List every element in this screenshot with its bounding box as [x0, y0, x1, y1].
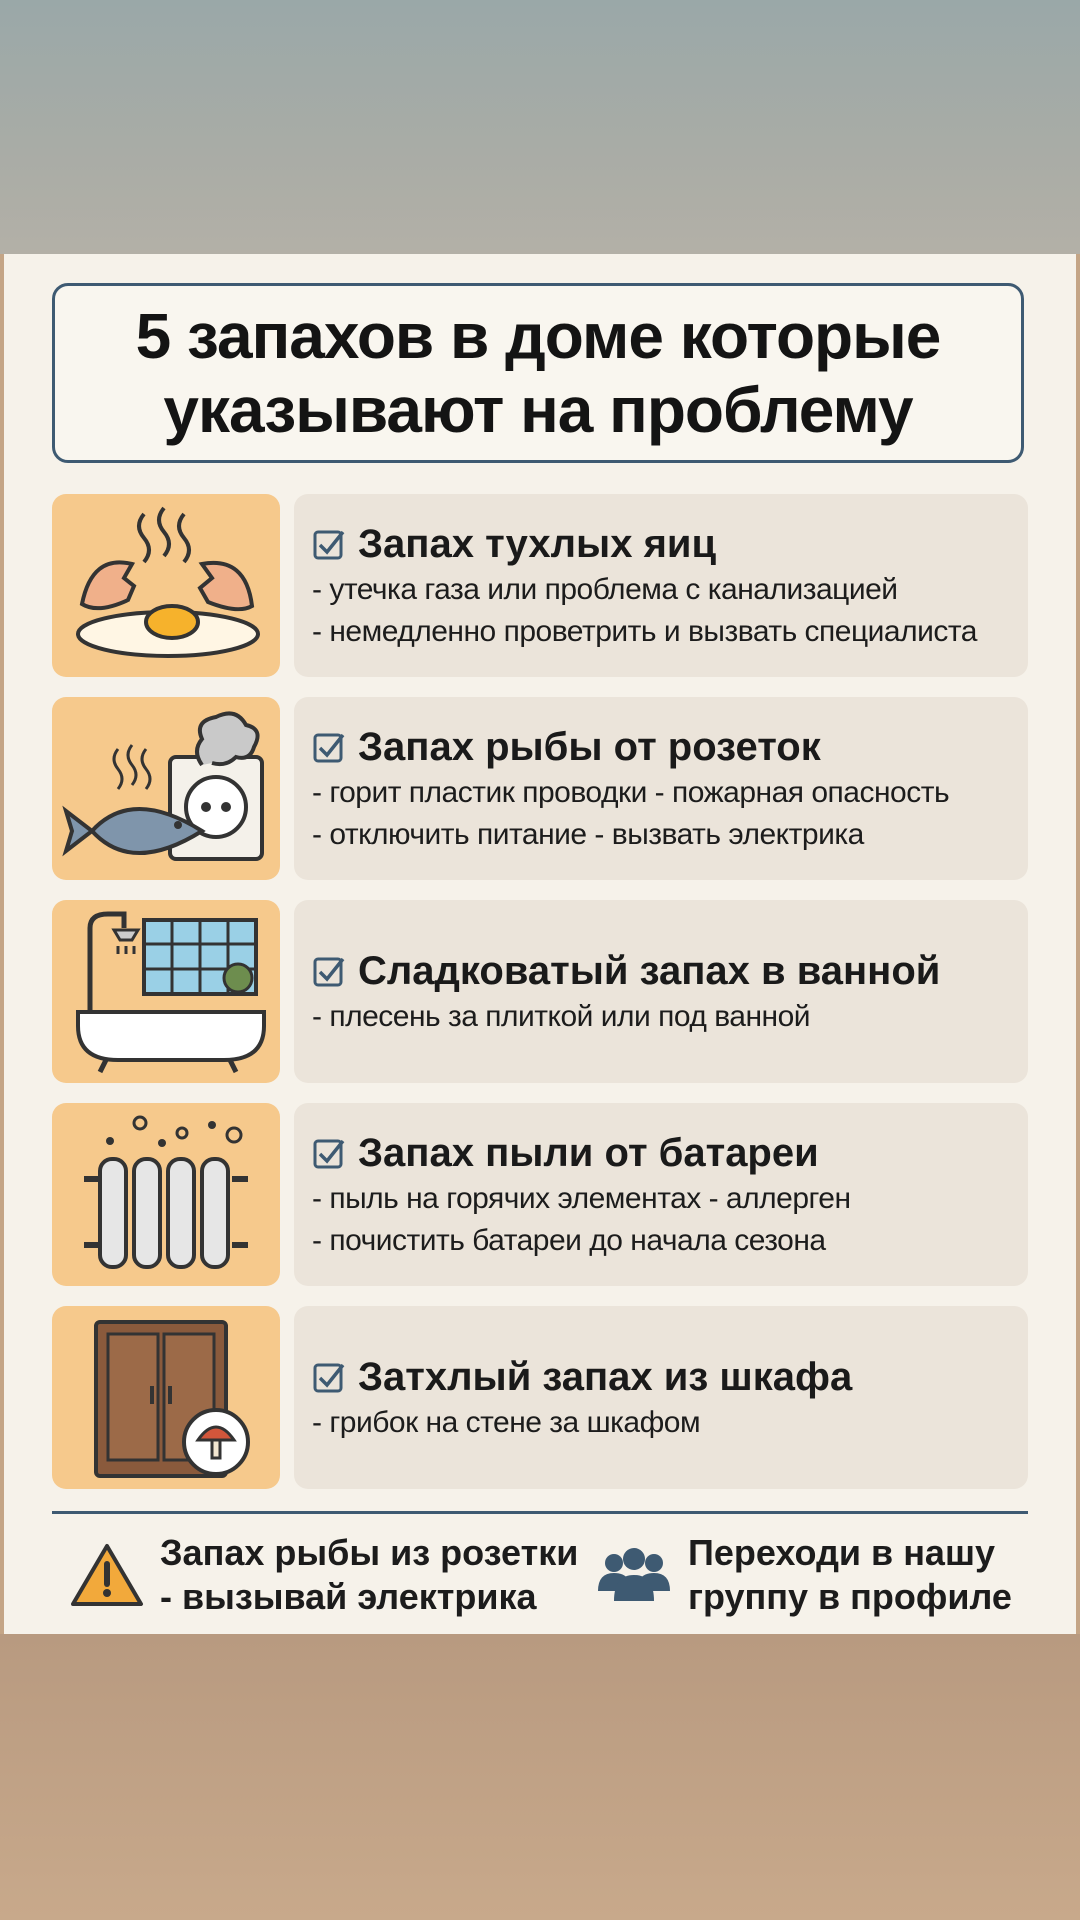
item-2-text — [294, 697, 1028, 880]
egg-icon — [52, 494, 280, 677]
item-1-heading: Запах тухлых яиц — [358, 521, 717, 566]
group-icon — [596, 1545, 672, 1605]
item-1-text — [294, 494, 1028, 677]
title-line-2: указывают на проблему — [163, 374, 913, 446]
item-3-text — [294, 900, 1028, 1083]
checkbox-icon — [312, 527, 346, 561]
item-1-line-1: - утечка газа или проблема с канализацией — [312, 572, 898, 606]
item-2-heading: Запах рыбы от розеток — [358, 724, 821, 769]
item-4-heading-row — [312, 1128, 1028, 1178]
item-5-text — [294, 1306, 1028, 1489]
item-3-heading-row — [312, 946, 1028, 996]
checkbox-icon — [312, 954, 346, 988]
item-5-heading-row — [312, 1352, 1028, 1402]
item-1-heading-row — [312, 519, 1028, 569]
item-2-heading-row — [312, 722, 1028, 772]
item-2-line-2: - отключить питание - вызвать электрика — [312, 817, 864, 851]
item-3-line-1: - плесень за плиткой или под ванной — [312, 999, 811, 1033]
item-4-text — [294, 1103, 1028, 1286]
item-2-line-1: - горит пластик проводки - пожарная опасность — [312, 775, 950, 809]
footer-divider — [52, 1511, 1028, 1514]
warning-text: Запах рыбы из розетки - вызывай электрика — [160, 1532, 579, 1617]
radiator-icon — [52, 1103, 280, 1286]
group-link-text[interactable]: Переходи в нашу группу в профиле — [688, 1532, 1012, 1617]
checkbox-icon — [312, 1136, 346, 1170]
background-bottom — [0, 1634, 1080, 1920]
item-3-heading: Сладковатый запах в ванной — [358, 948, 941, 993]
item-4-line-2: - почистить батареи до начала сезона — [312, 1223, 826, 1257]
title-line-1: 5 запахов в доме которые — [135, 300, 941, 372]
item-4-line-1: - пыль на горячих элементах - аллерген — [312, 1181, 851, 1215]
bathtub-icon — [52, 900, 280, 1083]
item-1-line-2: - немедленно проветрить и вызвать специалиста — [312, 614, 977, 648]
checkbox-icon — [312, 730, 346, 764]
item-5-heading: Затхлый запах из шкафа — [358, 1354, 853, 1399]
warning-icon — [70, 1542, 144, 1608]
fish-socket-icon — [52, 697, 280, 880]
wardrobe-icon — [52, 1306, 280, 1489]
background-top — [0, 0, 1080, 254]
title-box — [52, 283, 1024, 463]
item-5-line-1: - грибок на стене за шкафом — [312, 1405, 701, 1439]
footer-warning — [70, 1530, 580, 1620]
footer-group — [596, 1530, 1018, 1620]
item-4-heading: Запах пыли от батареи — [358, 1130, 819, 1175]
checkbox-icon — [312, 1360, 346, 1394]
